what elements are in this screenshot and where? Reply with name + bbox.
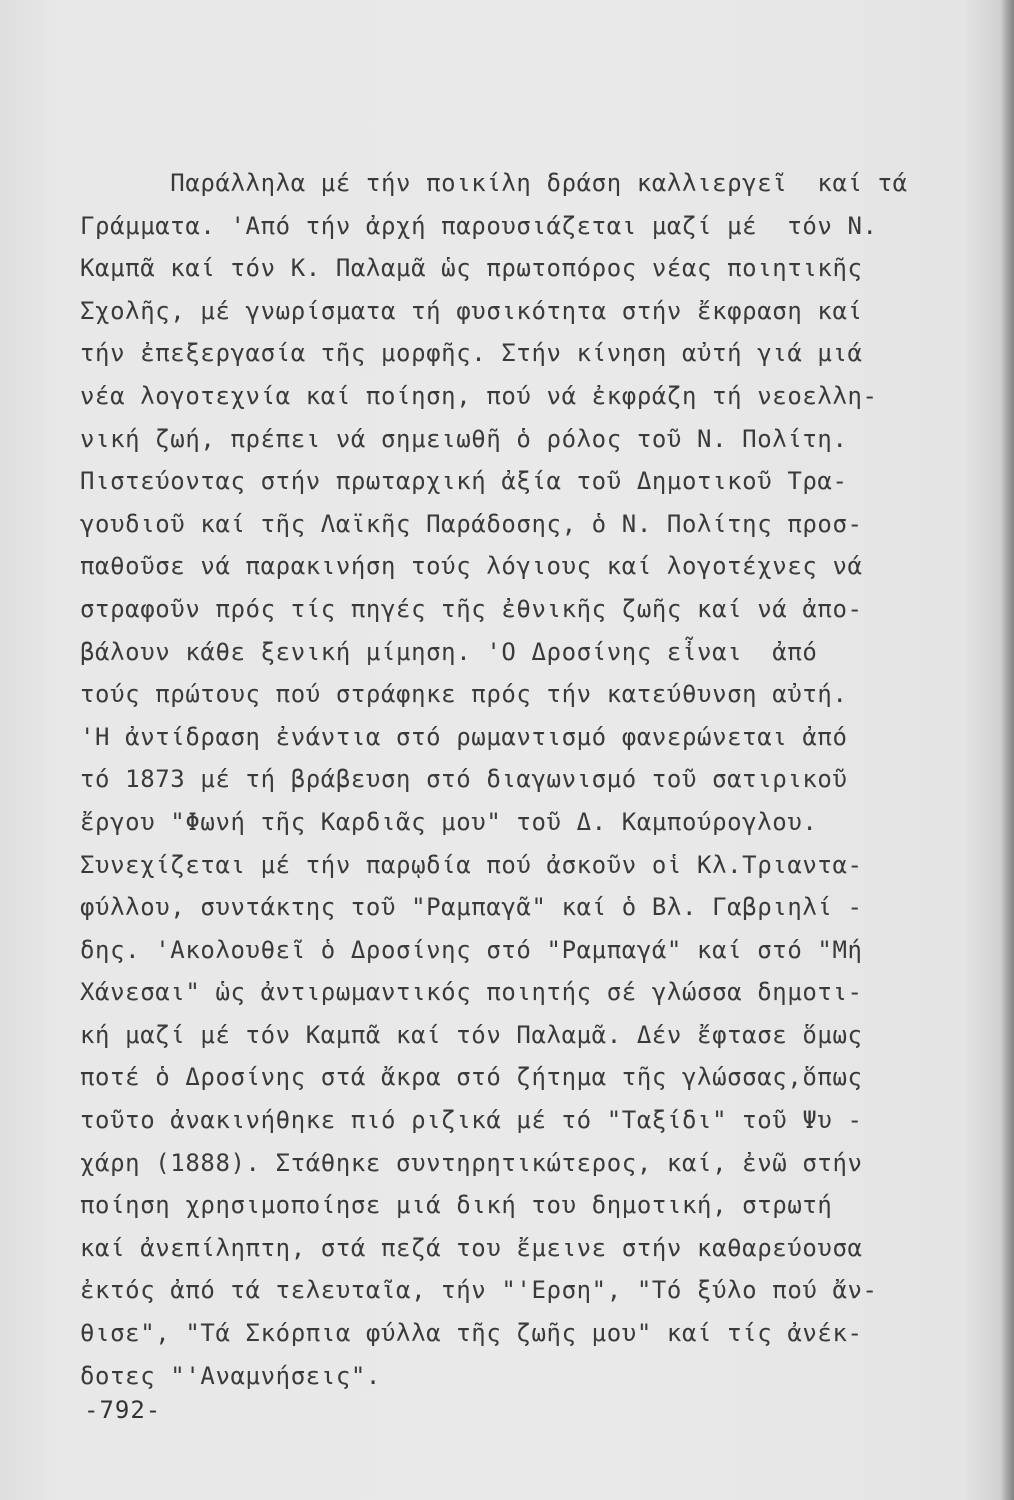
text-line: παθοῦσε νά παρακινήση τούς λόγιους καί λογοτέχνες νά <box>80 552 863 581</box>
text-line: ποτέ ὁ Δροσίνης στά ἄκρα στό ζήτημα τῆς γλώσσας,ὅπως <box>80 1063 863 1092</box>
text-line: τήν ἐπεξεργασία τῆς μορφῆς. Στήν κίνηση αὐτή γιά μιά <box>80 339 863 368</box>
text-line: χάρη (1888). Στάθηκε συντηρητικώτερος, καί, ἐνῶ στήν <box>80 1148 863 1177</box>
text-line: ποίηση χρησιμοποίησε μιά δική του δημοτική, στρωτή <box>80 1191 833 1220</box>
text-line: τοῦτο ἀνακινήθηκε πιό ριζικά μέ τό "Ταξίδι" τοῦ Ψυ - <box>80 1106 863 1135</box>
text-line: Καμπᾶ καί τόν Κ. Παλαμᾶ ὡς πρωτοπόρος νέας ποιητικῆς <box>80 254 863 283</box>
text-line: Συνεχίζεται μέ τήν παρῳδία πού ἀσκοῦν οἱ Κλ.Τριαντα- <box>80 850 863 879</box>
page-number: -792- <box>84 1396 162 1424</box>
text-line: νέα λογοτεχνία καί ποίηση, πού νά ἐκφράζη τή νεοελλη- <box>80 381 878 410</box>
text-line: θισε", "Τά Σκόρπια φύλλα τῆς ζωῆς μου" καί τίς ἀνέκ- <box>80 1319 863 1348</box>
text-line: τούς πρώτους πού στράφηκε πρός τήν κατεύθυνση αὐτή. <box>80 680 848 709</box>
body-text <box>80 162 980 1397</box>
text-line: δης. 'Ακολουθεῖ ὁ Δροσίνης στό "Ραμπαγά" καί στό "Μή <box>80 935 863 964</box>
text-line: νική ζωή, πρέπει νά σημειωθῆ ὁ ρόλος τοῦ Ν. Πολίτη. <box>80 424 848 453</box>
text-line: τό 1873 μέ τή βράβευση στό διαγωνισμό τοῦ σατιρικοῦ <box>80 765 848 794</box>
text-line: Σχολῆς, μέ γνωρίσματα τή φυσικότητα στήν ἔκφραση καί <box>80 296 863 325</box>
text-line: ἐκτός ἀπό τά τελευταῖα, τήν "'Ερση", "Τό ξύλο πού ἄν- <box>80 1276 878 1305</box>
text-line: Γράμματα. 'Από τήν ἀρχή παρουσιάζεται μαζί μέ τόν Ν. <box>80 211 878 240</box>
text-line: Παράλληλα μέ τήν ποικίλη δράση καλλιεργεῖ καί τά <box>80 169 908 197</box>
text-line: 'Η ἀντίδραση ἐνάντια στό ρωμαντισμό φανερώνεται ἀπό <box>80 722 848 751</box>
text-line: βάλουν κάθε ξενική μίμηση. 'Ο Δροσίνης εἶναι ἀπό <box>80 637 818 666</box>
text-line: γουδιοῦ καί τῆς Λαϊκῆς Παράδοσης, ὁ Ν. Πολίτης προσ- <box>80 509 863 538</box>
text-line: δοτες "'Αναμνήσεις". <box>80 1361 381 1390</box>
text-line: στραφοῦν πρός τίς πηγές τῆς ἐθνικῆς ζωῆς καί νά ἀπο- <box>80 594 863 623</box>
text-line: κή μαζί μέ τόν Καμπᾶ καί τόν Παλαμᾶ. Δέν ἔφτασε ὅμως <box>80 1020 863 1049</box>
text-line: Πιστεύοντας στήν πρωταρχική ἀξία τοῦ Δημοτικοῦ Τρα- <box>80 467 848 496</box>
text-line: καί ἀνεπίληπτη, στά πεζά του ἔμεινε στήν καθαρεύουσα <box>80 1233 863 1262</box>
text-line: φύλλου, συντάκτης τοῦ "Ραμπαγᾶ" καί ὁ Βλ. Γαβριηλί - <box>80 893 863 922</box>
text-line: ἔργου "Φωνή τῆς Καρδιᾶς μου" τοῦ Δ. Καμπούρογλου. <box>80 807 818 836</box>
page-binding-shadow <box>1000 0 1014 1500</box>
text-line: Χάνεσαι" ὡς ἀντιρωμαντικός ποιητής σέ γλώσσα δημοτι- <box>80 978 863 1007</box>
